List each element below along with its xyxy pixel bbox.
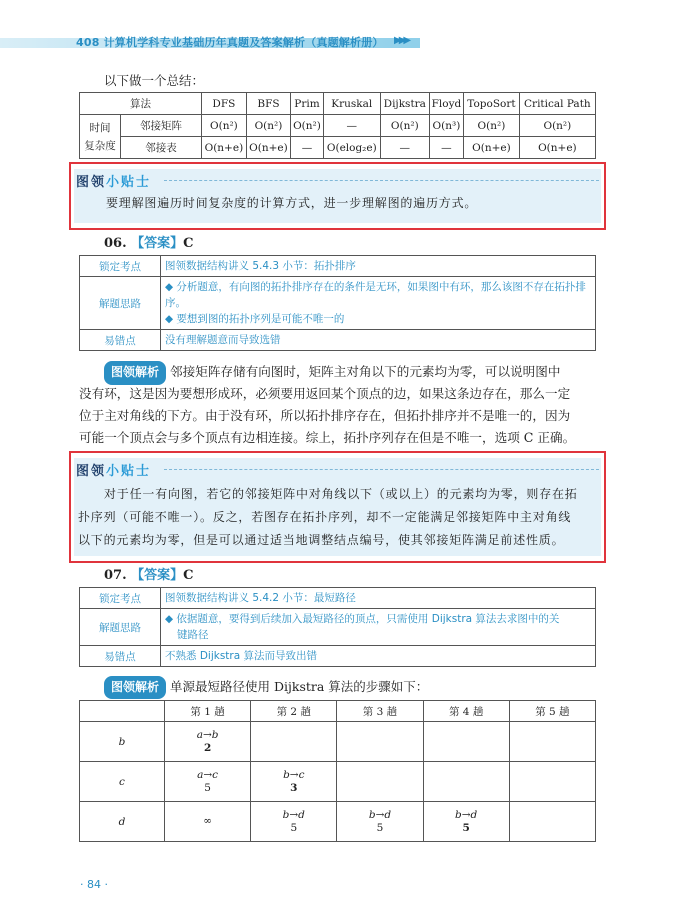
cell: — [380, 137, 429, 159]
col-head: 第 1 趟 [165, 701, 251, 722]
step-cell [509, 802, 595, 842]
col-head: Floyd [429, 93, 463, 115]
cell: O(n²) [519, 115, 595, 137]
col-head: 第 2 趟 [251, 701, 337, 722]
info-value: 图领数据结构讲义 5.4.3 小节：拓扑排序 [161, 256, 596, 277]
cell: O(n²) [246, 115, 291, 137]
info-label: 解题思路 [80, 609, 161, 646]
analysis-text: 单源最短路径使用 Dijkstra 算法的步骤如下： [170, 679, 429, 694]
col-head: 第 4 趟 [423, 701, 509, 722]
step-path: b→d [368, 808, 392, 821]
algo-head: 算法 [80, 93, 202, 115]
tip-box-1 [69, 162, 606, 230]
cell: O(n³) [429, 115, 463, 137]
vertex-label: d [80, 802, 165, 842]
tip-divider [164, 469, 599, 470]
question-07-answer: 07. 【答案】C [104, 568, 194, 583]
step-cell [337, 722, 423, 762]
col-head: Prim [291, 93, 323, 115]
analysis-badge: 图领解析 [104, 676, 166, 699]
info-label: 易错点 [80, 330, 161, 351]
question-06-analysis [104, 361, 596, 385]
step-cell [165, 722, 251, 762]
col-head: 第 3 趟 [337, 701, 423, 722]
row-label: 邻接表 [121, 137, 202, 159]
step-cell [165, 762, 251, 802]
col-head: BFS [246, 93, 291, 115]
info-label: 锁定考点 [80, 256, 161, 277]
analysis-badge: 图领解析 [104, 361, 166, 385]
tip-box-2 [69, 451, 606, 563]
step-path: b→c [283, 768, 305, 781]
col-head: 第 5 趟 [509, 701, 595, 722]
info-value: 图领数据结构讲义 5.4.2 小节：最短路径 [161, 588, 596, 609]
step-distance: 2 [203, 741, 212, 754]
step-cell [337, 762, 423, 802]
step-cell [165, 802, 251, 842]
step-path: b→d [455, 808, 478, 821]
info-value: 没有理解题意而导致选错 [161, 330, 596, 351]
cell: O(n+e) [519, 137, 595, 159]
step-path: b→d [282, 808, 305, 821]
step-distance: 5 [204, 781, 211, 794]
info-value [161, 609, 596, 646]
info-line: ◆ 依据题意，要得到后续加入最短路径的顶点，只需使用 Dijkstra 算法去求图中的关 [165, 613, 560, 625]
info-value: 不熟悉 Dijkstra 算法而导致出错 [161, 646, 596, 667]
tip-divider [164, 180, 599, 181]
question-06-info-table [79, 255, 596, 351]
dijkstra-steps-table [79, 700, 596, 842]
cell: — [323, 115, 380, 137]
header-arrows-icon: ▶▶▶ [394, 35, 409, 46]
row-group-label-2: 复杂度 [84, 139, 116, 152]
step-cell [423, 762, 509, 802]
step-cell [251, 722, 337, 762]
row-label: 邻接矩阵 [121, 115, 202, 137]
cell: O(n+e) [464, 137, 520, 159]
row-group-label [80, 115, 121, 159]
cell: O(n²) [291, 115, 323, 137]
info-label: 易错点 [80, 646, 161, 667]
analysis-text: 位于主对角线的下方。由于没有环，所以拓扑排序存在，但拓扑排序并不是唯一的，因为 [79, 408, 571, 423]
info-value [161, 277, 596, 330]
vertex-label: b [80, 722, 165, 762]
tip-title: 图领小贴士 [76, 175, 152, 190]
cell: O(n²) [202, 115, 247, 137]
cell: O(elog₂e) [323, 137, 380, 159]
tip-title: 图领小贴士 [76, 464, 152, 479]
steps-row [80, 802, 596, 842]
step-cell [251, 802, 337, 842]
step-cell [423, 722, 509, 762]
analysis-text: 邻接矩阵存储有向图时，矩阵主对角以下的元素均为零，可以说明图中 [170, 364, 561, 379]
col-head: DFS [202, 93, 247, 115]
question-07-info-table [79, 587, 596, 667]
step-distance: 5 [290, 821, 298, 834]
step-cell [509, 762, 595, 802]
question-06-answer: 06. 【答案】C [104, 236, 194, 251]
step-distance: 5 [376, 821, 384, 834]
tip-text: 扑序列（可能不唯一）。反之，若图存在拓扑序列，却不一定能满足邻接矩阵中主对角线 [78, 510, 572, 524]
step-cell [251, 762, 337, 802]
tip-text: 以下的元素均为零，但是可以通过适当地调整结点编号，使其邻接矩阵满足前述性质。 [78, 533, 565, 547]
tip-text: 对于任一有向图，若它的邻接矩阵中对角线以下（或以上）的元素均为零，则存在拓 [104, 487, 578, 501]
complexity-table [79, 92, 596, 159]
step-path: a→c [197, 768, 219, 781]
col-head: Critical Path [519, 93, 595, 115]
cell: — [291, 137, 323, 159]
info-label: 锁定考点 [80, 588, 161, 609]
step-cell [509, 722, 595, 762]
corner-cell [80, 701, 165, 722]
running-header: 408 计算机学科专业基础历年真题及答案解析（真题解析册） [76, 36, 384, 49]
step-distance: 5 [462, 821, 470, 834]
tip-background [74, 458, 601, 556]
row-group-label-1: 时间 [89, 121, 111, 134]
step-cell [423, 802, 509, 842]
analysis-text: 没有环，这是因为要想形成环，必须要用返回某个顶点的边，如果这条边存在，那么一定 [79, 386, 571, 401]
col-head: Dijkstra [380, 93, 429, 115]
cell: O(n+e) [202, 137, 247, 159]
summary-intro: 以下做一个总结： [104, 73, 205, 88]
info-line: ◆ 分析题意，有向图的拓扑排序存在的条件是无环，如果图中有环，那么该图不存在拓扑排序。 [165, 281, 586, 309]
tip-background [74, 169, 601, 223]
step-distance: ∞ [203, 815, 212, 827]
step-path: a→b [196, 728, 219, 741]
step-cell [337, 802, 423, 842]
vertex-label: c [80, 762, 165, 802]
cell: O(n+e) [246, 137, 291, 159]
cell: O(n²) [380, 115, 429, 137]
info-line: ◆ 要想到图的拓扑序列是可能不唯一的 [165, 313, 345, 325]
info-line: 键路径 [177, 629, 209, 641]
tip-text: 要理解图遍历时间复杂度的计算方式，进一步理解图的遍历方式。 [106, 196, 478, 210]
steps-body [80, 722, 596, 842]
col-head: TopoSort [464, 93, 520, 115]
analysis-text: 可能一个顶点会与多个顶点有边相连接。综上，拓扑序列存在但是不唯一，选项 C 正确。 [79, 430, 576, 445]
cell: — [429, 137, 463, 159]
steps-row [80, 762, 596, 802]
info-label: 解题思路 [80, 277, 161, 330]
steps-row [80, 722, 596, 762]
question-07-analysis [104, 676, 428, 699]
page-number: · 84 · [80, 878, 108, 891]
step-distance: 3 [290, 781, 298, 794]
cell: O(n²) [464, 115, 520, 137]
col-head: Kruskal [323, 93, 380, 115]
